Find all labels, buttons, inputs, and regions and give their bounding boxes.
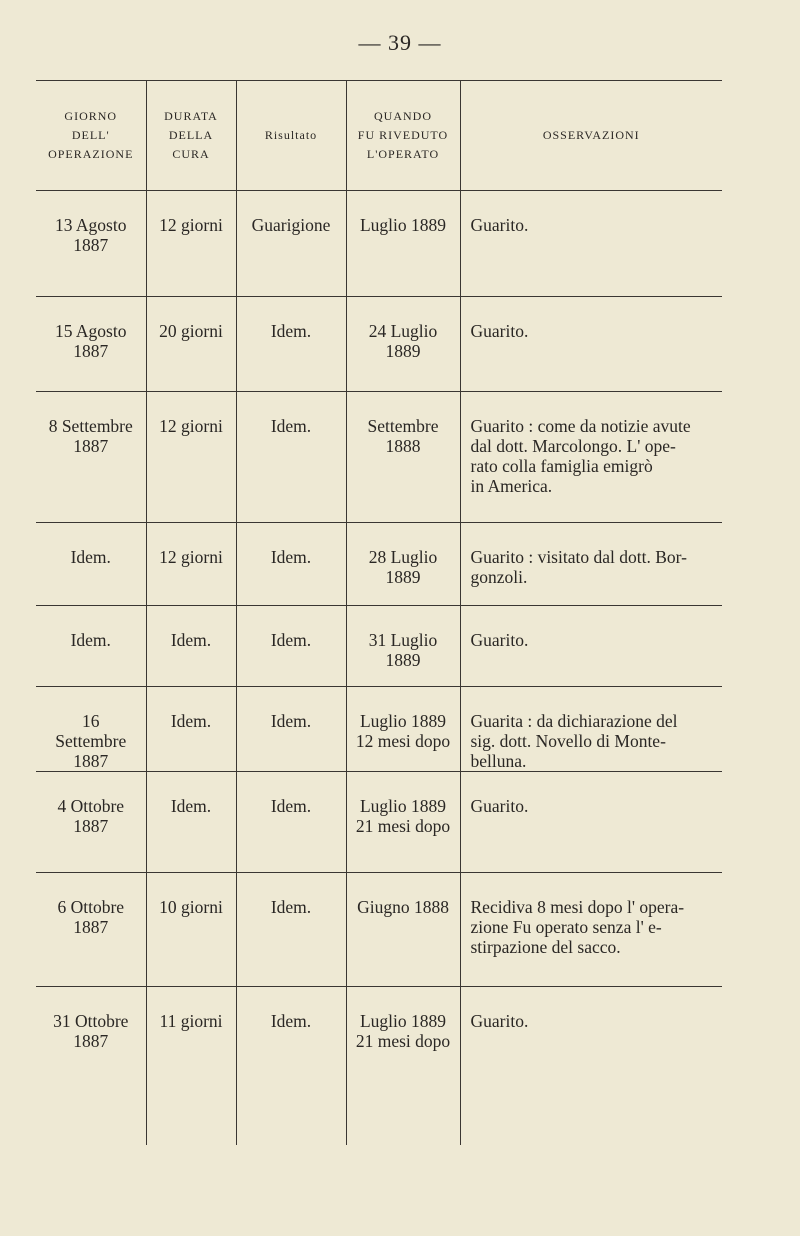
cell-line: Idem.	[70, 547, 111, 567]
cell-quando	[346, 772, 460, 873]
cell-line: 21 mesi dopo	[355, 816, 451, 836]
cell-line: Idem.	[270, 321, 312, 341]
cell-osservazioni	[460, 191, 722, 297]
cell-line: Idem.	[70, 630, 111, 650]
cell-line: 1887	[73, 917, 109, 937]
header-line: GIORNO	[64, 109, 118, 123]
cell-quando	[346, 297, 460, 392]
header-row	[36, 81, 722, 191]
cell-line: 8 Settembre	[48, 416, 133, 436]
header-line: QUANDO	[374, 109, 432, 123]
cell-osservazioni	[460, 772, 722, 873]
cell-line: Guarito.	[470, 796, 529, 816]
cell-line: in America.	[470, 476, 553, 496]
cell-giorno	[36, 523, 146, 606]
cell-line: Luglio 1889	[359, 796, 447, 816]
cell-line: Luglio 1889	[359, 1011, 447, 1031]
cell-line: Idem.	[270, 897, 312, 917]
cell-giorno	[36, 606, 146, 687]
cell-line: 6 Ottobre	[57, 897, 125, 917]
cell-giorno	[36, 873, 146, 987]
cell-line: 1887	[73, 436, 109, 456]
cell-line: 21 mesi dopo	[355, 1031, 451, 1051]
header-line: DELLA	[168, 128, 214, 142]
cell-line: 1887	[73, 235, 109, 255]
cell-line: Settembre	[55, 731, 127, 751]
cell-durata	[146, 987, 236, 1146]
cell-quando	[346, 687, 460, 772]
cell-line: Guarito.	[470, 1011, 529, 1031]
cell-osservazioni	[460, 687, 722, 772]
cell-durata	[146, 191, 236, 297]
cell-durata	[146, 297, 236, 392]
cell-line: Guarita : da dichiarazione del	[470, 711, 678, 731]
cell-line: 1887	[73, 1031, 109, 1051]
cell-giorno	[36, 297, 146, 392]
cell-line: Idem.	[270, 630, 312, 650]
cell-line: 20 giorni	[159, 321, 223, 341]
table-row	[36, 772, 722, 873]
cell-line: gonzoli.	[470, 567, 528, 587]
cell-risultato	[236, 873, 346, 987]
cell-durata	[146, 772, 236, 873]
cell-line: 1887	[73, 816, 109, 836]
cell-line: 16	[82, 711, 100, 731]
cell-line: Idem.	[270, 796, 312, 816]
header-giorno	[36, 81, 146, 191]
cell-line: 1887	[73, 341, 109, 361]
cell-quando	[346, 873, 460, 987]
header-durata	[146, 81, 236, 191]
cell-giorno	[36, 392, 146, 523]
cell-line: Guarito.	[470, 321, 529, 341]
cell-line: 12 giorni	[159, 416, 223, 436]
cell-line: Guarito.	[470, 630, 529, 650]
cell-quando	[346, 392, 460, 523]
table-body	[36, 191, 722, 1146]
table-row	[36, 873, 722, 987]
cell-line: Luglio 1889	[359, 711, 447, 731]
cell-durata	[146, 873, 236, 987]
cell-line: Settembre	[367, 416, 439, 436]
cell-line: 1887	[73, 751, 109, 771]
cell-risultato	[236, 987, 346, 1146]
cell-line: 13 Agosto	[55, 215, 127, 235]
cell-osservazioni	[460, 873, 722, 987]
cell-risultato	[236, 523, 346, 606]
cell-line: 12 giorni	[159, 215, 223, 235]
cell-durata	[146, 606, 236, 687]
cell-quando	[346, 523, 460, 606]
table-row	[36, 191, 722, 297]
cell-osservazioni	[460, 297, 722, 392]
cell-giorno	[36, 987, 146, 1146]
cell-risultato	[236, 392, 346, 523]
cell-line: Giugno 1888	[357, 897, 449, 917]
header-line: OPERAZIONE	[48, 147, 134, 161]
cell-line: zione Fu operato senza l' e-	[470, 917, 662, 937]
header-line: CURA	[172, 147, 210, 161]
cell-line: 1889	[385, 567, 421, 587]
cell-line: Recidiva 8 mesi dopo l' opera-	[470, 897, 685, 917]
table-row	[36, 297, 722, 392]
table-row	[36, 606, 722, 687]
cell-line: 4 Ottobre	[57, 796, 125, 816]
cell-line: 31 Luglio	[368, 630, 438, 650]
table-row	[36, 987, 722, 1146]
cell-line: 28 Luglio	[368, 547, 438, 567]
cell-line: Idem.	[170, 711, 212, 731]
cell-line: Guarito : visitato dal dott. Bor-	[470, 547, 687, 567]
cell-line: 1889	[385, 650, 421, 670]
cell-durata	[146, 687, 236, 772]
cell-line: Guarito : come da notizie avute	[470, 416, 691, 436]
cell-risultato	[236, 191, 346, 297]
cell-giorno	[36, 772, 146, 873]
cell-line: 10 giorni	[159, 897, 223, 917]
cell-giorno	[36, 687, 146, 772]
header-line: DURATA	[164, 109, 218, 123]
cell-line: 31 Ottobre	[53, 1011, 129, 1031]
cell-durata	[146, 392, 236, 523]
cell-line: 12 giorni	[159, 547, 223, 567]
table-row	[36, 392, 722, 523]
header-line: Risultato	[264, 128, 318, 142]
cell-line: Idem.	[270, 416, 312, 436]
cell-line: Idem.	[170, 796, 212, 816]
cell-osservazioni	[460, 392, 722, 523]
cell-line: sig. dott. Novello di Monte-	[470, 731, 666, 751]
cell-quando	[346, 987, 460, 1146]
table-row	[36, 687, 722, 772]
cell-osservazioni	[460, 987, 722, 1146]
operations-table	[36, 80, 722, 1145]
header-line: DELL'	[71, 128, 110, 142]
page-number: — 39 —	[358, 30, 442, 55]
cell-line: Idem.	[170, 630, 212, 650]
cell-line: Luglio 1889	[359, 215, 447, 235]
cell-osservazioni	[460, 523, 722, 606]
cell-line: 12 mesi dopo	[355, 731, 451, 751]
cell-line: Guarito.	[470, 215, 529, 235]
cell-risultato	[236, 772, 346, 873]
cell-osservazioni	[460, 606, 722, 687]
cell-quando	[346, 606, 460, 687]
cell-line: Guarigione	[251, 215, 331, 235]
header-line: L'OPERATO	[366, 147, 440, 161]
header-quando	[346, 81, 460, 191]
cell-line: stirpazione del sacco.	[470, 937, 621, 957]
header-osservazioni	[460, 81, 722, 191]
cell-line: Idem.	[270, 547, 312, 567]
cell-line: 24 Luglio	[368, 321, 438, 341]
cell-line: 1888	[385, 436, 421, 456]
cell-line: Idem.	[270, 711, 312, 731]
cell-durata	[146, 523, 236, 606]
cell-line: 15 Agosto	[55, 321, 127, 341]
table-row	[36, 523, 722, 606]
cell-giorno	[36, 191, 146, 297]
cell-quando	[346, 191, 460, 297]
header-risultato	[236, 81, 346, 191]
cell-risultato	[236, 606, 346, 687]
cell-line: 11 giorni	[159, 1011, 223, 1031]
cell-line: Idem.	[270, 1011, 312, 1031]
cell-line: belluna.	[470, 751, 527, 771]
cell-risultato	[236, 297, 346, 392]
header-line: OSSERVAZIONI	[542, 128, 640, 142]
cell-line: rato colla famiglia emigrò	[470, 456, 653, 476]
cell-line: dal dott. Marcolongo. L' ope-	[470, 436, 676, 456]
cell-line: 1889	[385, 341, 421, 361]
header-line: FU RIVEDUTO	[357, 128, 449, 142]
cell-risultato	[236, 687, 346, 772]
